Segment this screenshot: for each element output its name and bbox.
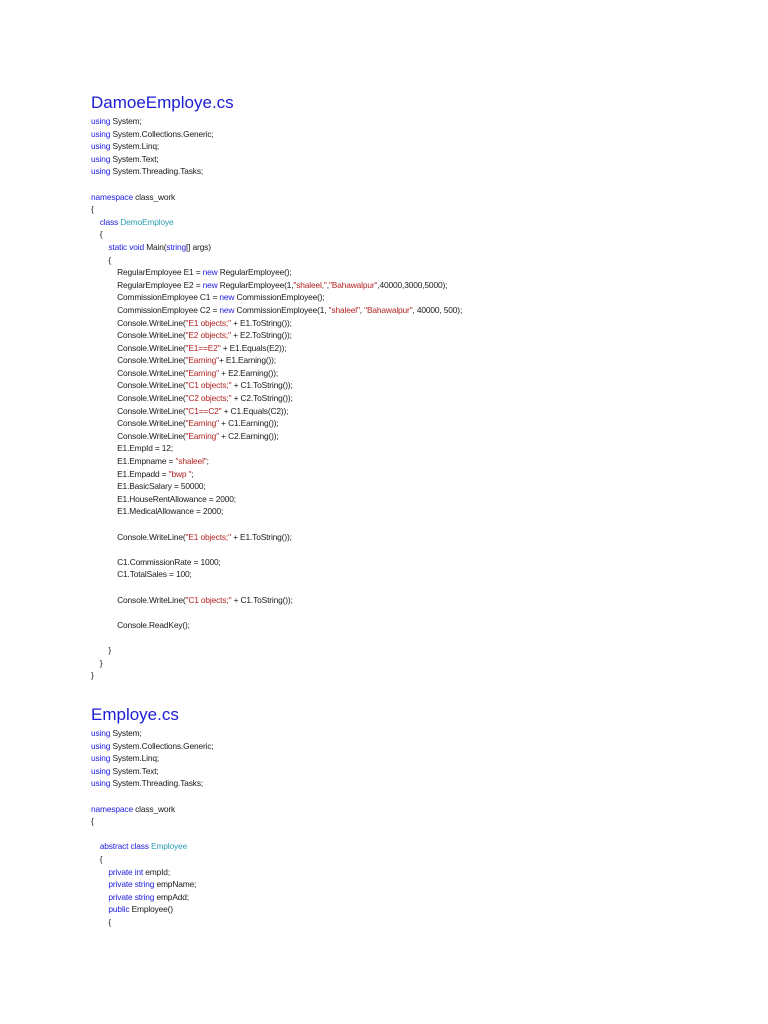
code-line (91, 455, 462, 468)
code-token-plain: Console.WriteLine( (91, 380, 186, 391)
code-token-plain: E1.Empname = (91, 456, 176, 467)
code-token-plain: System; (110, 116, 142, 126)
code-token-plain: + E1.ToString()); (230, 531, 292, 542)
code-token-str: "Earning" (185, 418, 219, 429)
section-heading-employe: Employe.cs (91, 705, 179, 724)
code-token-plain: System; (110, 728, 142, 738)
code-token-plain: class_work (132, 191, 176, 202)
code-token-str: "E1 objects;" (185, 531, 231, 542)
code-token-str: "E1==E2" (185, 342, 221, 353)
code-token-plain: E1.Empadd = (91, 468, 169, 479)
code-token-str: "E1 objects;" (185, 317, 231, 328)
code-token-kw: class (99, 216, 119, 227)
code-token-str: "Earning" (185, 355, 219, 366)
code-line (91, 543, 462, 556)
code-token-str: "C1 objects;" (185, 594, 232, 605)
code-line (91, 740, 214, 753)
code-token-plain: System.Threading.Tasks; (110, 778, 204, 789)
code-line (91, 606, 462, 619)
code-token-str: "C1 objects;" (185, 380, 232, 391)
code-token-plain: Console.WriteLine( (91, 367, 186, 378)
code-token-plain: CommissionEmployee C1 = (91, 292, 220, 303)
code-line (91, 631, 462, 644)
code-token-plain (91, 904, 108, 914)
code-line (91, 594, 462, 607)
code-token-plain (91, 841, 100, 851)
code-token-plain: { (91, 853, 103, 864)
code-token-plain: empName; (154, 879, 197, 890)
code-line (91, 304, 462, 317)
code-token-kw: using (91, 141, 111, 152)
code-token-kw: void (129, 241, 145, 252)
code-line (91, 619, 462, 632)
code-token-plain: System.Text; (110, 765, 159, 776)
code-token-plain: empId; (143, 866, 170, 877)
code-token-plain: System.Text; (110, 153, 159, 164)
code-token-str: "shaleel," (293, 279, 327, 290)
code-token-plain: Console.WriteLine( (91, 355, 186, 366)
code-token-kw: public (108, 904, 130, 915)
code-line (91, 291, 462, 304)
code-line (91, 228, 462, 241)
code-token-plain: Console.WriteLine( (91, 531, 186, 542)
code-line (91, 342, 462, 355)
code-token-kw: using (91, 765, 111, 776)
code-line (91, 417, 462, 430)
code-token-plain (91, 217, 100, 227)
code-token-str: "shaleel" (175, 456, 207, 467)
code-token-kw: new (202, 267, 218, 278)
code-token-plain: [] args) (186, 241, 211, 252)
code-line (91, 379, 462, 392)
code-line (91, 165, 462, 178)
code-line (91, 317, 462, 330)
code-token-kw: class (130, 841, 149, 852)
code-line (91, 203, 462, 216)
code-token-plain: Console.WriteLine( (91, 594, 186, 605)
code-token-str: "bwp " (168, 468, 192, 479)
code-token-plain: , (359, 304, 365, 315)
code-token-plain: RegularEmployee(); (217, 267, 292, 278)
code-token-plain: } (91, 670, 94, 681)
code-line (91, 279, 462, 292)
code-token-plain: CommissionEmployee C2 = (91, 304, 220, 315)
code-line (91, 128, 462, 141)
code-line (91, 581, 462, 594)
code-token-str: "Earning" (185, 367, 219, 378)
code-token-plain: Console.WriteLine( (91, 393, 186, 404)
code-token-plain: ; (191, 468, 194, 479)
code-line (91, 657, 462, 670)
code-token-plain: + C1.ToString()); (231, 380, 293, 391)
code-line (91, 392, 462, 405)
code-token-plain: { (91, 816, 94, 827)
code-token-str: "shaleel" (328, 304, 360, 315)
code-token-plain (91, 867, 108, 877)
code-line (91, 644, 462, 657)
code-token-kw: string (134, 879, 155, 890)
code-line (91, 669, 462, 682)
code-token-plain: C1.TotalSales = 100; (91, 569, 192, 580)
code-line (91, 518, 462, 531)
code-token-kw: new (219, 304, 235, 315)
code-line (91, 140, 462, 153)
code-token-str: "C1==C2" (185, 405, 222, 416)
code-token-plain: } (91, 644, 112, 655)
code-token-plain: class_work (132, 803, 176, 814)
code-token-kw: string (134, 891, 155, 902)
code-token-plain: E1.HouseRentAllowance = 2000; (91, 493, 236, 504)
code-token-kw: using (91, 153, 111, 164)
code-token-plain (91, 879, 108, 889)
code-line (91, 254, 462, 267)
code-line (91, 891, 214, 904)
code-line (91, 480, 462, 493)
code-line (91, 916, 214, 929)
code-token-plain: C1.CommissionRate = 1000; (91, 556, 221, 567)
code-token-plain: RegularEmployee E2 = (91, 279, 203, 290)
code-line (91, 468, 462, 481)
code-token-kw: using (91, 166, 111, 177)
code-token-plain: + C2.Earning()); (218, 430, 279, 441)
code-token-plain: Console.WriteLine( (91, 317, 186, 328)
code-token-plain: RegularEmployee(1, (217, 279, 294, 290)
code-token-type: DemoEmploye (120, 216, 174, 227)
code-token-plain: RegularEmployee E1 = (91, 267, 203, 278)
code-token-plain: Console.WriteLine( (91, 342, 186, 353)
code-token-plain: { (91, 916, 112, 927)
code-token-plain: } (91, 657, 103, 668)
code-token-plain: System.Collections.Generic; (110, 740, 214, 751)
section-heading-damoeemploye: DamoeEmploye.cs (91, 93, 234, 112)
code-token-kw: using (91, 128, 111, 139)
code-token-plain (91, 892, 108, 902)
code-token-kw: namespace (91, 191, 133, 202)
code-token-plain: Employee() (129, 904, 173, 915)
code-line (91, 505, 462, 518)
code-token-plain: Console.WriteLine( (91, 418, 186, 429)
code-token-plain: , 40000, 500); (412, 304, 463, 315)
code-token-kw: static (108, 241, 128, 252)
code-token-plain: Main( (144, 241, 167, 252)
code-token-str: "C2 objects;" (185, 393, 232, 404)
code-token-plain: empAdd; (154, 891, 189, 902)
code-token-str: "Bahawalpur" (364, 304, 413, 315)
code-line (91, 853, 214, 866)
code-token-plain: + C2.ToString()); (231, 393, 293, 404)
code-token-kw: private (108, 879, 133, 890)
code-token-kw: private (108, 866, 133, 877)
code-token-kw: string (166, 241, 186, 252)
code-token-kw: int (134, 866, 144, 877)
code-line (91, 752, 214, 765)
code-block-damoeemploye (91, 115, 462, 682)
code-line (91, 866, 214, 879)
code-token-plain: + E1.Equals(E2)); (220, 342, 287, 353)
code-block-employe (91, 727, 214, 929)
code-line (91, 903, 214, 916)
code-token-plain: , (326, 279, 329, 290)
code-line (91, 115, 462, 128)
code-token-plain: Console.ReadKey(); (91, 619, 190, 630)
code-token-type: Employee (151, 841, 188, 852)
code-token-plain: { (91, 204, 94, 215)
code-token-plain: Console.WriteLine( (91, 430, 186, 441)
code-token-plain: System.Linq; (110, 141, 160, 152)
code-token-plain: ,40000,3000,5000); (377, 279, 448, 290)
code-token-str: "E2 objects;" (185, 330, 231, 341)
code-token-plain: + C1.ToString()); (231, 594, 293, 605)
code-token-plain: System.Linq; (110, 753, 160, 764)
code-line (91, 568, 462, 581)
code-token-kw: using (91, 116, 111, 126)
code-token-kw: private (108, 891, 133, 902)
code-token-plain: ; (206, 456, 209, 467)
code-token-plain (91, 242, 108, 252)
code-token-plain: E1.EmpId = 12; (91, 443, 173, 454)
code-line (91, 216, 462, 229)
code-token-plain: Console.WriteLine( (91, 405, 186, 416)
code-token-plain: E1.MedicalAllowance = 2000; (91, 506, 224, 517)
code-token-kw: namespace (91, 803, 133, 814)
code-line (91, 531, 462, 544)
code-token-kw: using (91, 728, 111, 738)
code-line (91, 727, 214, 740)
code-line (91, 329, 462, 342)
code-token-str: "Bahawalpur" (328, 279, 378, 290)
code-token-plain: CommissionEmployee(1, (234, 304, 329, 315)
code-token-plain: + E1.Earning()); (218, 355, 276, 366)
code-line (91, 493, 462, 506)
code-line (91, 840, 214, 853)
code-line (91, 442, 462, 455)
code-token-plain: System.Threading.Tasks; (110, 166, 204, 177)
code-line (91, 556, 462, 569)
code-token-plain: + E2.Earning()); (218, 367, 279, 378)
code-line (91, 266, 462, 279)
code-line (91, 430, 462, 443)
code-token-plain: + C1.Earning()); (218, 418, 279, 429)
code-token-kw: using (91, 753, 111, 764)
code-line (91, 405, 462, 418)
code-line (91, 765, 214, 778)
code-line (91, 777, 214, 790)
code-token-kw: new (202, 279, 218, 290)
code-line (91, 191, 462, 204)
code-token-plain: System.Collections.Generic; (110, 128, 214, 139)
code-token-plain: + E1.ToString()); (230, 317, 292, 328)
code-line (91, 828, 214, 841)
code-token-kw: abstract (99, 841, 129, 852)
code-token-kw: using (91, 740, 111, 751)
code-token-plain: + E2.ToString()); (230, 330, 292, 341)
code-token-kw: new (219, 292, 235, 303)
code-line (91, 354, 462, 367)
code-token-plain: E1.BasicSalary = 50000; (91, 481, 206, 492)
code-token-plain: CommissionEmployee(); (234, 292, 325, 303)
code-token-str: "Earning" (185, 430, 219, 441)
code-line (91, 153, 462, 166)
code-token-plain: { (91, 254, 112, 265)
code-line (91, 178, 462, 191)
code-line (91, 790, 214, 803)
code-line (91, 815, 214, 828)
code-token-plain: + C1.Equals(C2)); (221, 405, 289, 416)
code-line (91, 241, 462, 254)
code-token-kw: using (91, 778, 111, 789)
code-line (91, 367, 462, 380)
code-token-plain: Console.WriteLine( (91, 330, 186, 341)
code-token-plain: { (91, 229, 103, 240)
code-line (91, 803, 214, 816)
code-line (91, 878, 214, 891)
